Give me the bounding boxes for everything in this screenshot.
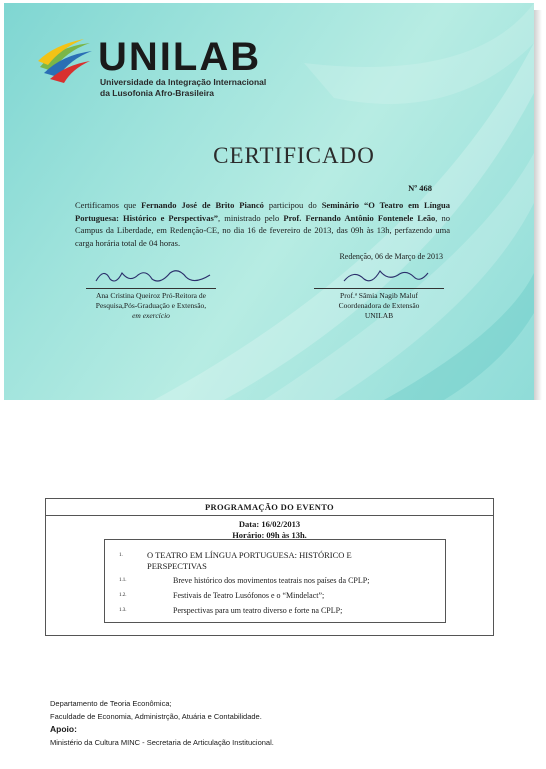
subtopic-text: Festivais de Teatro Lusófonos e o “Mindelact”;	[173, 591, 325, 600]
body-text: Certificamos que	[75, 200, 142, 210]
footer-line: Departamento de Teoria Econômica;	[50, 699, 172, 708]
signature-block-left	[76, 265, 226, 321]
logo-subtitle-line: Universidade da Integração Internacional	[100, 77, 267, 87]
handwritten-signature	[314, 265, 444, 287]
instructor-name: Prof. Fernando Antônio Fontenele Leão	[283, 212, 436, 223]
handwritten-signature	[86, 265, 216, 287]
signatory-role: UNILAB	[364, 311, 394, 320]
place-date: Redenção, 06 de Março de 2013	[339, 252, 443, 261]
signatory-role: Coordenadora de Extensão	[338, 301, 420, 310]
event-name: Seminário “O Teatro em Língua Portuguesa: Histórico e Perspectivas”	[75, 200, 450, 223]
program-date: Data: 16/02/2013	[238, 519, 301, 529]
program-header: PROGRAMAÇÃO DO EVENTO	[46, 499, 493, 516]
body-text: , no Campus da Liberdade, em Redenção-CE, no dia 16 de fevereiro de 2013, das 09h às 13h, perfazendo uma carga horária total de 04 horas.	[75, 212, 450, 248]
body-text: participou do	[263, 200, 322, 210]
participant-name: Fernando José de Brito Piancó	[141, 200, 264, 210]
certificate-page	[4, 3, 534, 400]
footer-credits	[50, 697, 490, 749]
signatory-role: Pesquisa,Pós-Graduação e Extensão,	[95, 301, 207, 310]
subtopic-number: 1.1.	[119, 578, 127, 583]
logo-subtitle-line: da Lusofonia Afro-Brasileira	[100, 88, 214, 98]
subtopic-text: Perspectivas para um teatro diverso e forte na CPLP;	[173, 606, 343, 615]
signatory-name: Prof.ª Sâmia Nagib Maluf	[340, 291, 418, 300]
topic-text: O TEATRO EM LÍNGUA PORTUGUESA: HISTÓRICO E PERSPECTIVAS	[147, 550, 352, 571]
subtopic-number: 1.2.	[119, 593, 127, 598]
certificate-body	[75, 199, 450, 249]
page-edge-shadow	[534, 10, 542, 400]
subtopic-number: 1.3.	[119, 608, 127, 613]
signatory-name: Ana Cristina Queiroz Pró-Reitora de	[96, 291, 206, 300]
logo-wordmark: UNILAB	[98, 35, 262, 79]
topics-box	[104, 539, 446, 623]
unilab-logo	[36, 33, 286, 103]
unilab-swirl-icon	[36, 37, 94, 83]
certificate-title: CERTIFICADO	[213, 143, 375, 168]
logo-subtitle	[100, 77, 300, 99]
main-topic	[119, 550, 409, 572]
certificate-number: Nº 468	[408, 183, 432, 193]
signatory-role: em exercício	[132, 311, 170, 320]
support-label: Apoio:	[50, 724, 77, 734]
body-text: , ministrado pelo	[218, 212, 284, 223]
footer-line: Ministério da Cultura MINC - Secretaria de Articulação Institucional.	[50, 738, 274, 747]
event-program-box	[45, 498, 494, 636]
signature-block-right	[304, 265, 454, 321]
footer-line: Faculdade de Economia, Administrção, Atuária e Contabilidade.	[50, 712, 262, 721]
topic-number: 1.	[119, 553, 123, 558]
program-time: Horário: 09h às 13h.	[232, 530, 307, 540]
signature-line	[86, 288, 216, 289]
signature-line	[314, 288, 444, 289]
subtopic-text: Breve histórico dos movimentos teatrais nos países da CPLP;	[173, 576, 370, 585]
